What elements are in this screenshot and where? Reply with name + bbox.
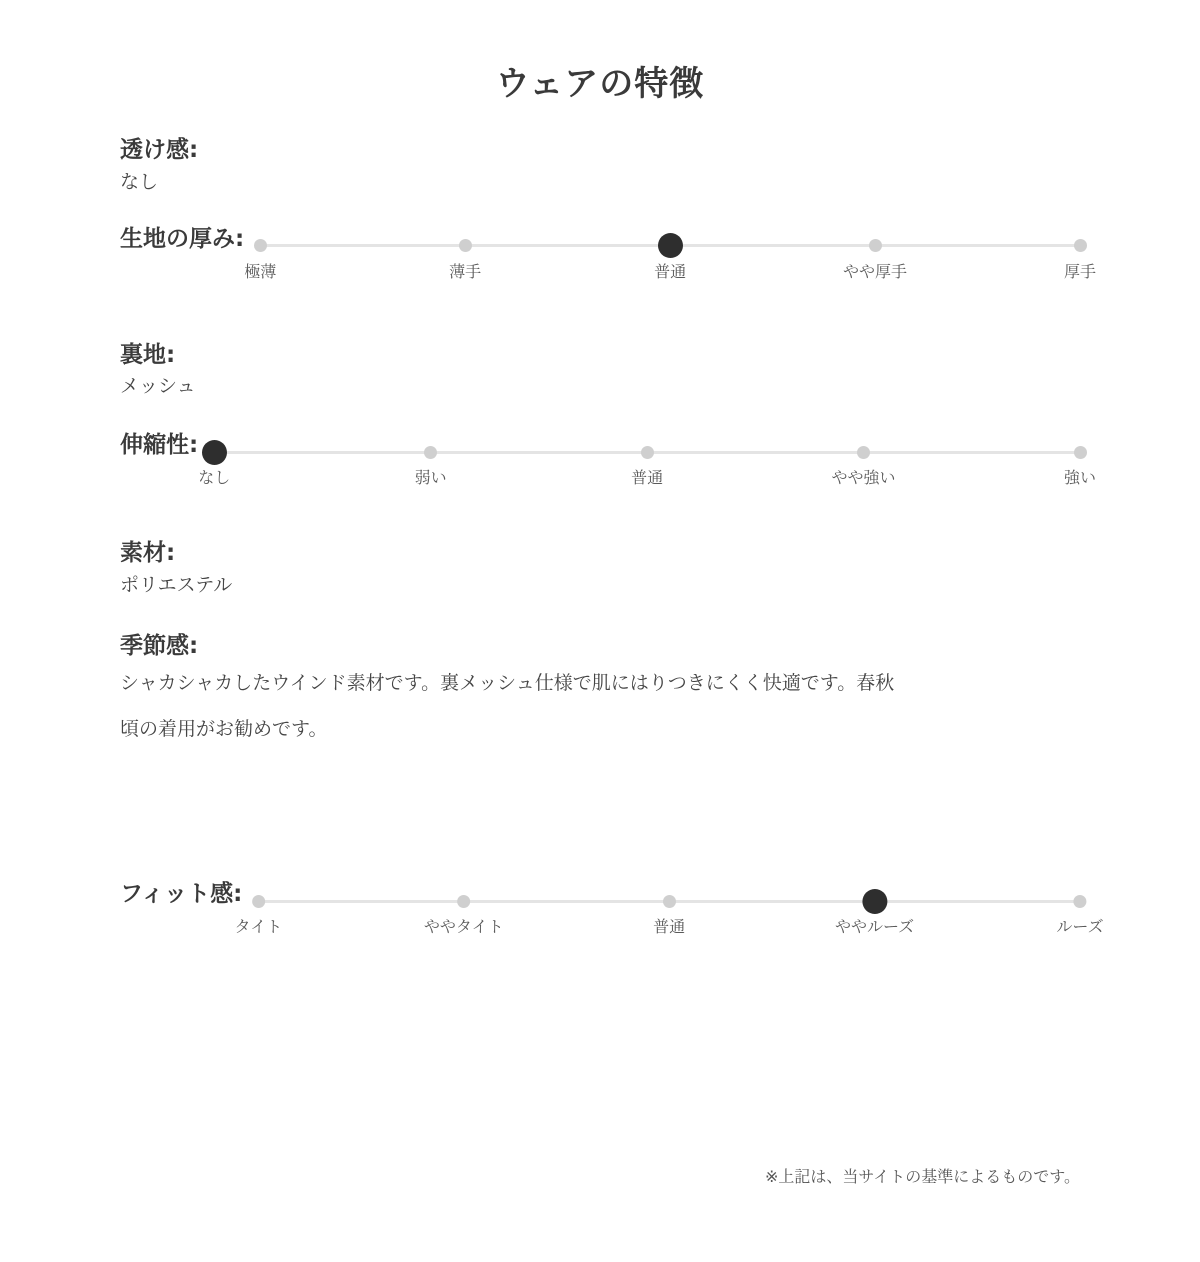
scale-dot-box — [857, 439, 870, 465]
scale-dot-icon — [663, 895, 676, 908]
feature-season — [120, 632, 1080, 753]
fit-scale — [234, 888, 1104, 946]
scale-option-label: タイト — [234, 917, 283, 937]
scale-dot-box — [1073, 888, 1086, 914]
scale-stop — [415, 439, 447, 489]
feature-thickness — [120, 225, 1097, 291]
scale-dot-box — [424, 439, 437, 465]
feature-sheerness — [120, 136, 1080, 195]
scale-stop — [1056, 888, 1103, 938]
material-value: ポリエステル — [120, 573, 233, 596]
season-description: シャカシャカしたウインド素材です。裏メッシュ仕様で肌にはりつきにくく快適です。春秋頃の着用がお勧めです。 — [120, 672, 895, 741]
season-label: 季節感: — [120, 632, 199, 659]
scale-option-label: ルーズ — [1056, 917, 1104, 937]
stretch-scale — [198, 439, 1097, 497]
scale-stop — [235, 888, 283, 938]
wear-features-page — [0, 62, 1200, 1187]
scale-dot-box — [862, 888, 887, 914]
thickness-label: 生地の厚み: — [120, 225, 245, 252]
sheerness-value: なし — [120, 170, 159, 193]
scale-dot-box — [459, 233, 472, 259]
scale-dot-icon — [869, 239, 882, 252]
scale-option-label: 厚手 — [1063, 261, 1097, 281]
scale-stop — [653, 888, 685, 938]
scale-dot-icon — [459, 239, 472, 252]
scale-dot-icon — [252, 895, 265, 908]
scale-dot-box — [457, 888, 470, 914]
scale-dot-icon — [641, 446, 654, 459]
scale-option-label: 強い — [1063, 468, 1097, 488]
scale-dot-box — [663, 888, 676, 914]
feature-lining — [120, 341, 1080, 400]
scale-stop — [1064, 233, 1096, 283]
feature-fit — [120, 880, 1104, 946]
scale-dot-icon — [457, 895, 470, 908]
scale-option-label: ややタイト — [423, 917, 504, 937]
scale-stop — [244, 233, 276, 283]
scale-dot-box — [254, 233, 267, 259]
scale-stop — [654, 233, 686, 283]
scale-option-label: やや厚手 — [843, 261, 908, 281]
sheerness-label: 透け感: — [120, 137, 199, 164]
lining-value: メッシュ — [120, 375, 196, 398]
scale-stop — [198, 439, 230, 489]
scale-option-label: なし — [198, 468, 231, 488]
scale-dot-icon — [1073, 895, 1086, 908]
footer-disclaimer: ※上記は、当サイトの基準によるものです。 — [764, 1167, 1080, 1187]
feature-material — [120, 539, 1080, 598]
scale-dot-icon — [254, 239, 267, 252]
scale-stop — [843, 233, 907, 283]
scale-dot-icon — [1073, 446, 1086, 459]
scale-stop — [631, 439, 663, 489]
stretch-label: 伸縮性: — [120, 432, 199, 459]
scale-stop — [424, 888, 504, 938]
scale-dot-box — [1073, 233, 1086, 259]
scale-dot-box — [1073, 439, 1086, 465]
scale-dot-box — [252, 888, 265, 914]
scale-dot-box — [658, 233, 683, 259]
page-title: ウェアの特徴 — [495, 64, 705, 104]
scale-dot-box — [641, 439, 654, 465]
fit-label: フィット感: — [120, 881, 243, 908]
scale-option-label: 弱い — [414, 468, 447, 488]
scale-option-label: 普通 — [631, 468, 664, 488]
scale-option-label: やや強い — [831, 468, 896, 488]
feature-stretch — [120, 431, 1097, 497]
scale-option-label: 薄手 — [449, 261, 482, 281]
material-label: 素材: — [120, 540, 176, 567]
scale-dot-selected-icon — [862, 889, 887, 914]
scale-stop — [1064, 439, 1096, 489]
scale-dot-box — [869, 233, 882, 259]
scale-stop — [835, 888, 914, 938]
scale-dot-icon — [1073, 239, 1086, 252]
lining-label: 裏地: — [120, 341, 176, 368]
scale-dot-icon — [857, 446, 870, 459]
scale-dot-selected-icon — [658, 233, 683, 258]
scale-dot-icon — [424, 446, 437, 459]
scale-option-label: ややルーズ — [834, 917, 915, 937]
scale-stop — [832, 439, 896, 489]
scale-stop — [449, 233, 481, 283]
scale-option-label: 普通 — [654, 261, 687, 281]
scale-dot-box — [202, 439, 227, 465]
scale-option-label: 極薄 — [244, 261, 277, 281]
scale-dot-selected-icon — [202, 440, 227, 465]
thickness-scale — [244, 233, 1097, 291]
scale-option-label: 普通 — [653, 917, 686, 937]
